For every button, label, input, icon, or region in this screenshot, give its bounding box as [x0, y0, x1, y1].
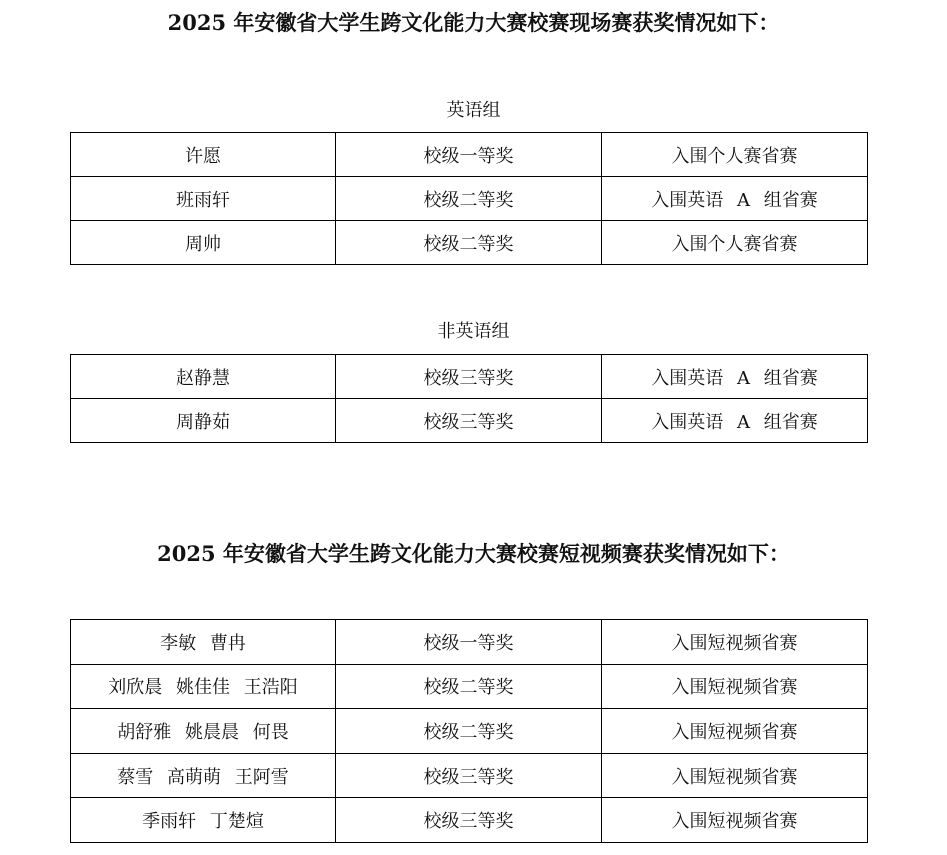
table-row [71, 355, 868, 399]
section-title-short-video-contest: 2025 年安徽省大学生跨文化能力大赛校赛短视频赛获奖情况如下： [157, 541, 790, 566]
advancement-result: 入围短视频省赛 [602, 664, 868, 709]
non-english-group-table [70, 354, 868, 443]
table-row [71, 221, 868, 265]
advancement-result: 入围短视频省赛 [602, 753, 868, 798]
table-row [71, 798, 868, 843]
table-row [71, 620, 868, 665]
team-names: 蔡雪 高萌萌 王阿雪 [71, 753, 336, 798]
advancement-result: 入围英语 A 组省赛 [602, 399, 868, 443]
award-level: 校级二等奖 [336, 177, 602, 221]
group-label-english: 英语组 [446, 100, 501, 121]
table-row [71, 399, 868, 443]
short-video-table [70, 619, 868, 843]
table-row [71, 664, 868, 709]
advancement-result: 入围英语 A 组省赛 [602, 177, 868, 221]
team-names: 季雨轩 丁楚煊 [71, 798, 336, 843]
table-row [71, 177, 868, 221]
award-level: 校级二等奖 [336, 664, 602, 709]
advancement-result: 入围个人赛省赛 [602, 133, 868, 177]
table-row [71, 709, 868, 754]
winner-name: 班雨轩 [71, 177, 336, 221]
team-names: 刘欣晨 姚佳佳 王浩阳 [71, 664, 336, 709]
award-level: 校级三等奖 [336, 399, 602, 443]
award-level: 校级一等奖 [336, 620, 602, 665]
winner-name: 周静茹 [71, 399, 336, 443]
english-group-table [70, 132, 868, 265]
advancement-result: 入围个人赛省赛 [602, 221, 868, 265]
table-row [71, 753, 868, 798]
winner-name: 赵静慧 [71, 355, 336, 399]
award-level: 校级一等奖 [336, 133, 602, 177]
award-level: 校级二等奖 [336, 221, 602, 265]
winner-name: 许愿 [71, 133, 336, 177]
section-title-live-contest: 2025 年安徽省大学生跨文化能力大赛校赛现场赛获奖情况如下： [167, 10, 780, 35]
advancement-result: 入围短视频省赛 [602, 798, 868, 843]
advancement-result: 入围短视频省赛 [602, 620, 868, 665]
advancement-result: 入围短视频省赛 [602, 709, 868, 754]
award-level: 校级三等奖 [336, 798, 602, 843]
team-names: 李敏 曹冉 [71, 620, 336, 665]
award-level: 校级三等奖 [336, 753, 602, 798]
winner-name: 周帅 [71, 221, 336, 265]
award-level: 校级三等奖 [336, 355, 602, 399]
team-names: 胡舒雅 姚晨晨 何畏 [71, 709, 336, 754]
advancement-result: 入围英语 A 组省赛 [602, 355, 868, 399]
group-label-non-english: 非英语组 [437, 321, 510, 342]
table-row [71, 133, 868, 177]
award-level: 校级二等奖 [336, 709, 602, 754]
